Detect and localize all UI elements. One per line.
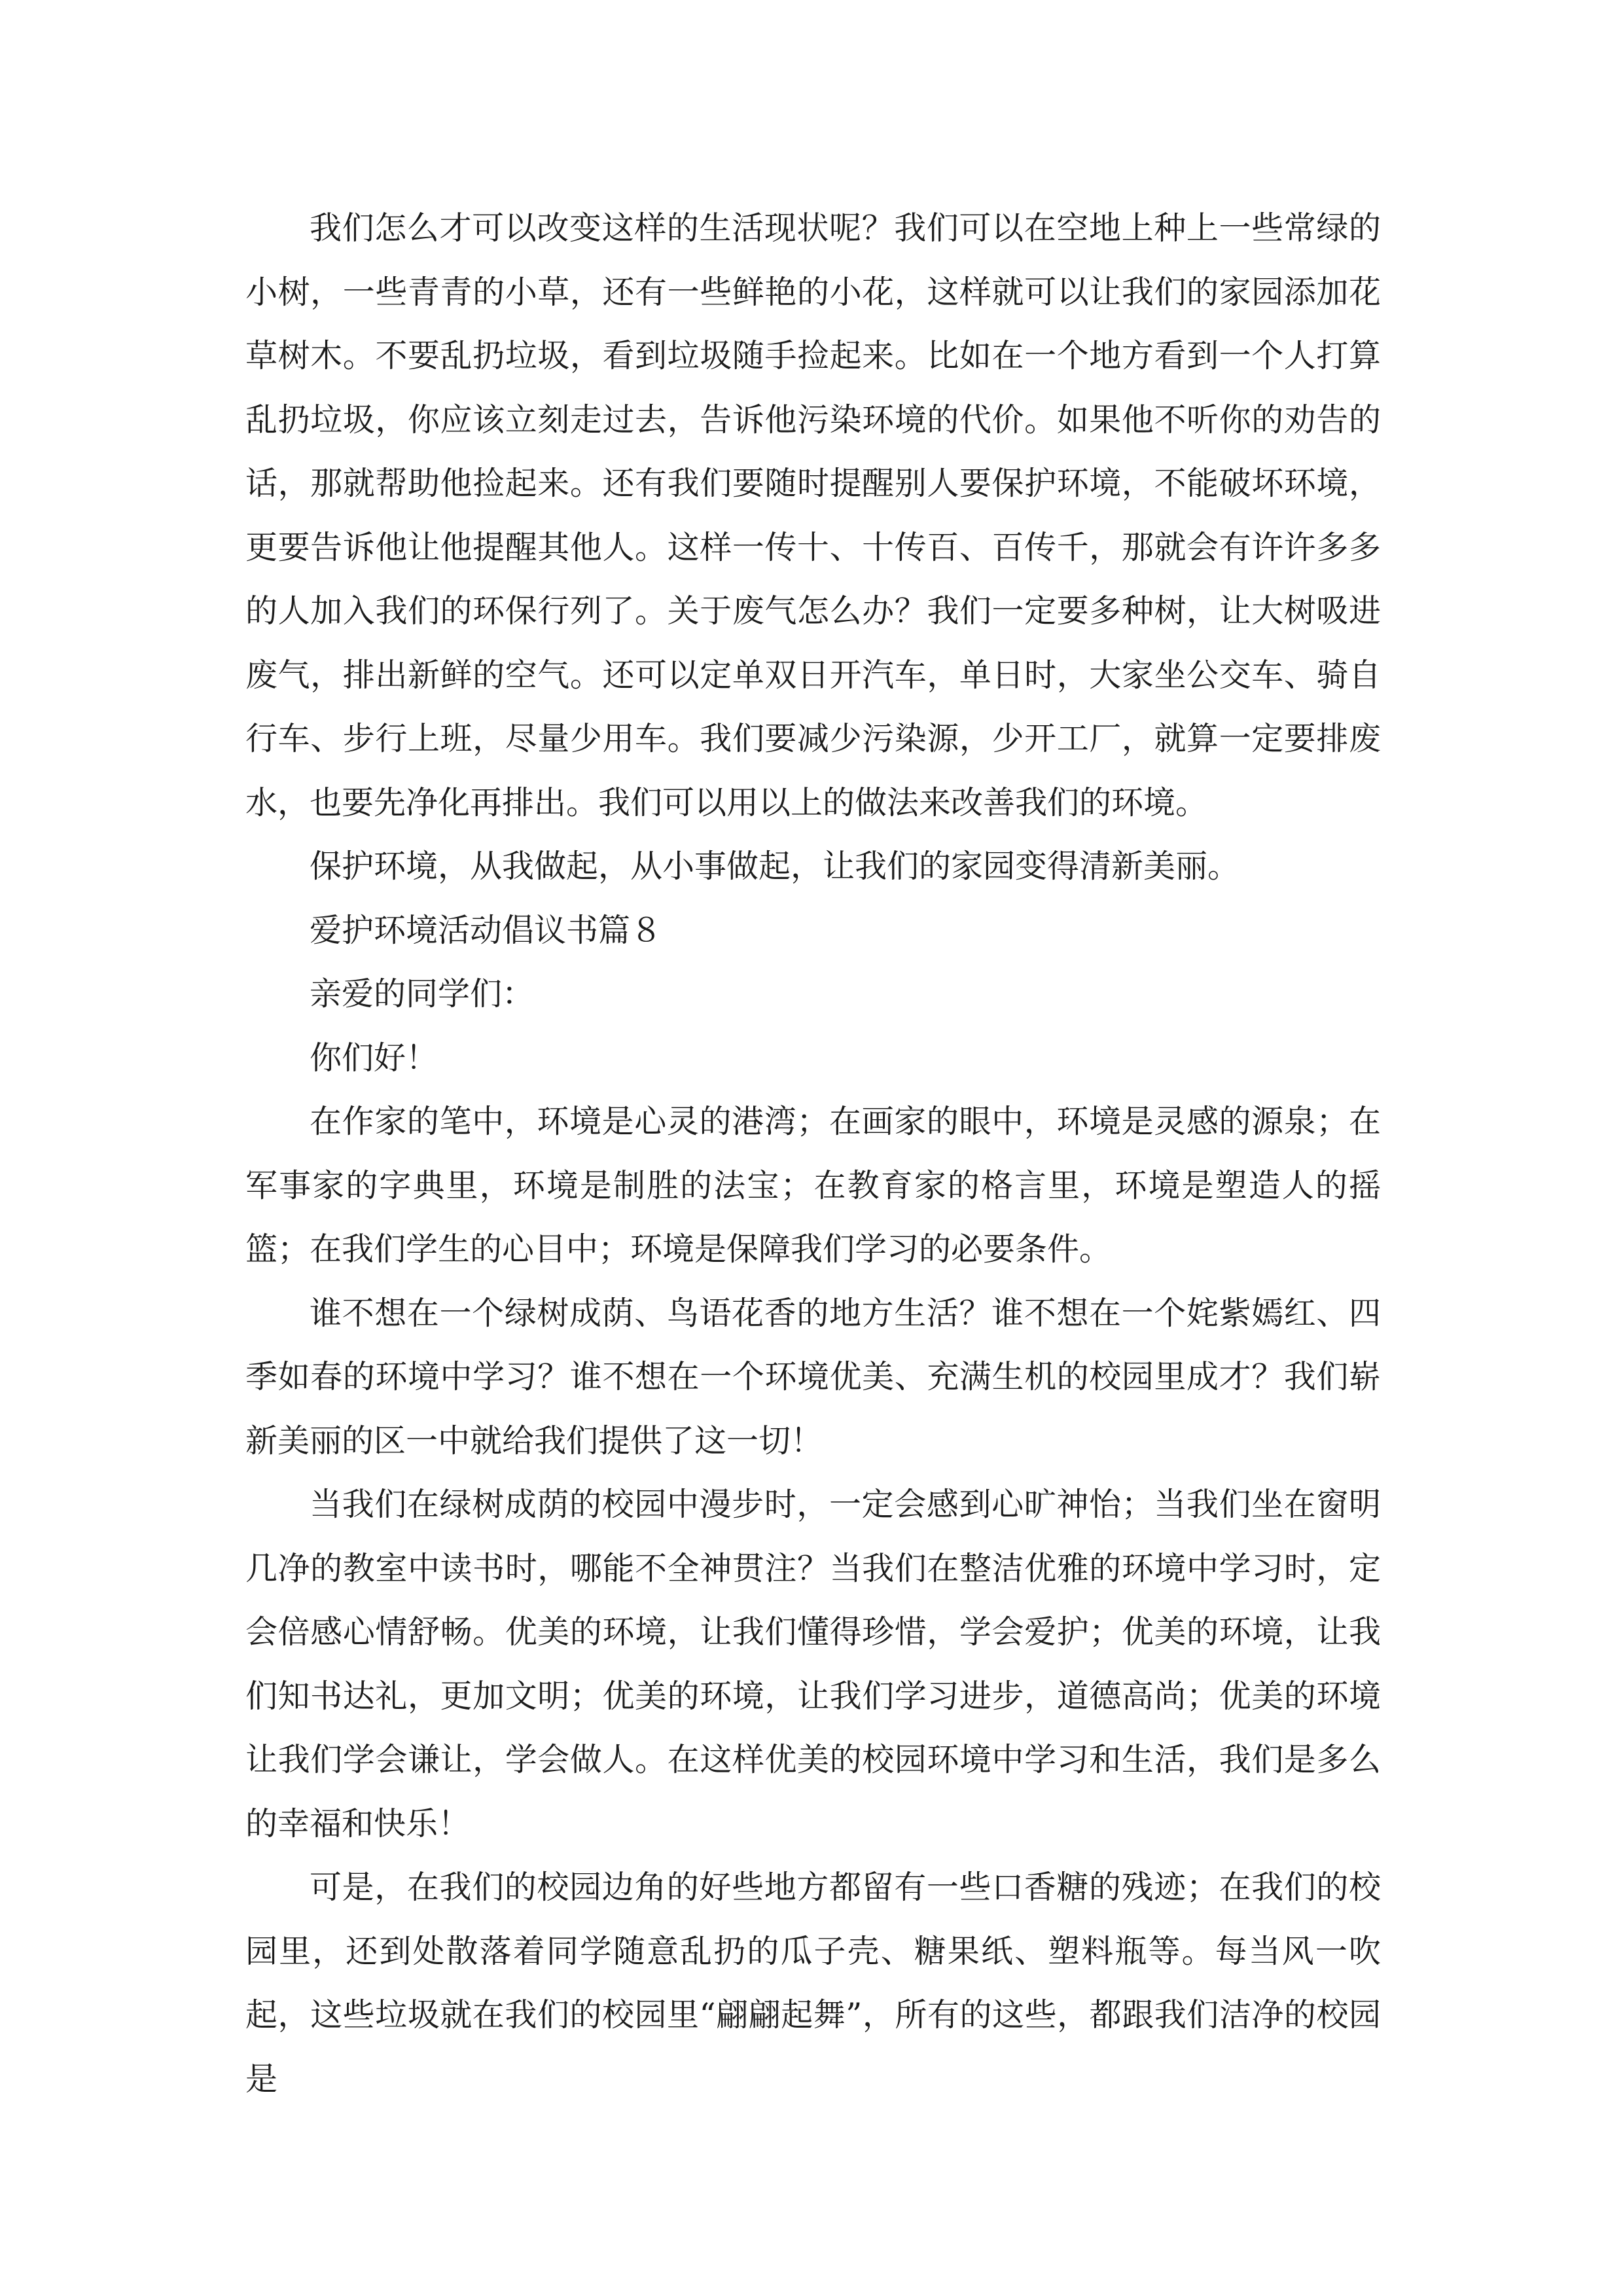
salutation: 亲爱的同学们： (310, 975, 535, 1013)
document-body (245, 196, 1381, 2111)
paragraph-beautiful-environment: 当我们在绿树成荫的校园中漫步时，一定会感到心旷神怡；当我们坐在窗明几净的教室中读书时，哪能不全神贯注？当我们在整洁优雅的环境中学习时，定会倍感心情舒畅。优美的环境，让我们懂得珍惜，学会爱护；优美的环境，让我们知书达礼，更加文明；优美的环境，让我们学习进步，道德高尚；优美的环境让我们学会谦让，学会做人。在这样优美的校园环境中学习和生活，我们是多么的幸福和快乐！ (245, 1486, 1381, 1842)
section-heading: 爱护环境活动倡议书篇８ (310, 911, 663, 949)
paragraph-campus-litter: 可是，在我们的校园边角的好些地方都留有一些口香糖的残迹；在我们的校园里，还到处散落着同学随意乱扔的瓜子壳、糖果纸、塑料瓶等。每当风一吹起，这些垃圾就在我们的校园里“翩翩起舞”，所有的这些，都跟我们洁净的校园是 (245, 1869, 1381, 2098)
greeting: 你们好！ (310, 1039, 438, 1077)
paragraph-who-does-not-want: 谁不想在一个绿树成荫、鸟语花香的地方生活？谁不想在一个姹紫嫣红、四季如春的环境中学习？谁不想在一个环境优美、充满生机的校园里成才？我们崭新美丽的区一中就给我们提供了这一切！ (245, 1294, 1381, 1460)
paragraph-environment-actions: 我们怎么才可以改变这样的生活现状呢？我们可以在空地上种上一些常绿的小树，一些青青的小草，还有一些鲜艳的小花，这样就可以让我们的家园添加花草树木。不要乱扔垃圾，看到垃圾随手捡起来。比如在一个地方看到一个人打算乱扔垃圾，你应该立刻走过去，告诉他污染环境的代价。如果他不听你的劝告的话，那就帮助他捡起来。还有我们要随时提醒别人要保护环境，不能破坏环境，更要告诉他让他提醒其他人。这样一传十、十传百、百传千，那就会有许许多多的人加入我们的环保行列了。关于废气怎么办？我们一定要多种树，让大树吸进废气，排出新鲜的空气。还可以定单双日开汽车，单日时，大家坐公交车、骑自行车、步行上班，尽量少用车。我们要减少污染源，少开工厂，就算一定要排废水，也要先净化再排出。我们可以用以上的做法来改善我们的环境。 (245, 209, 1381, 821)
paragraph-environment-metaphors: 在作家的笔中，环境是心灵的港湾；在画家的眼中，环境是灵感的源泉；在军事家的字典里，环境是制胜的法宝；在教育家的格言里，环境是塑造人的摇篮；在我们学生的心目中；环境是保障我们学习的必要条件。 (245, 1103, 1381, 1268)
paragraph-protect-environment-slogan: 保护环境，从我做起，从小事做起，让我们的家园变得清新美丽。 (310, 848, 1240, 885)
